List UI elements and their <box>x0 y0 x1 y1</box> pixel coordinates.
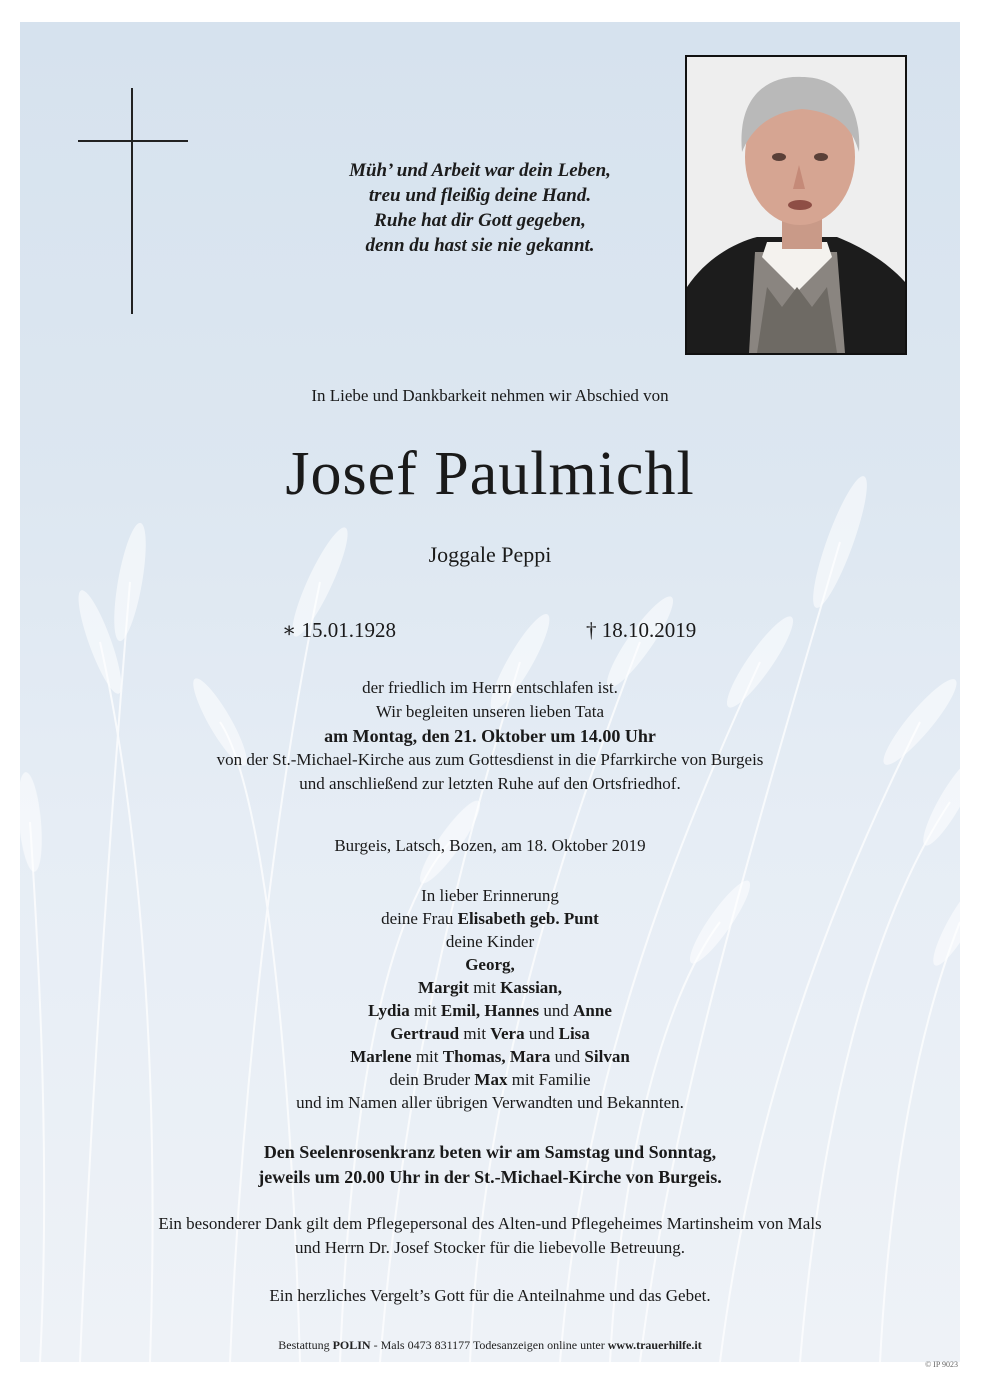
closing-line: Ein herzliches Vergelt’s Gott für die Anteilnahme und das Gebet. <box>269 1286 711 1305</box>
family-line: Gertraud mit Vera und Lisa <box>390 1024 590 1043</box>
family-line: Georg, <box>465 955 515 974</box>
nickname: Joggale Peppi <box>428 542 552 567</box>
verse-line: Ruhe hat dir Gott gegeben, <box>374 210 586 231</box>
portrait-photo <box>685 55 907 355</box>
funeral-info <box>20 676 960 796</box>
funeral-line: Wir begleiten unseren lieben Tata <box>375 702 605 721</box>
family-line: deine Frau Elisabeth geb. Punt <box>381 909 599 928</box>
ip-code: © IP 9023 <box>925 1360 958 1369</box>
place-date: Burgeis, Latsch, Bozen, am 18. Oktober 2019 <box>334 836 646 855</box>
family-line: deine Kinder <box>445 932 535 951</box>
deceased-name: Josef Paulmichl <box>285 440 695 508</box>
family-list <box>20 884 960 1114</box>
family-line: dein Bruder Max mit Familie <box>389 1070 591 1089</box>
family-line: In lieber Erinnerung <box>421 886 559 905</box>
verse-line: treu und fleißig deine Hand. <box>368 185 592 206</box>
intro-line: In Liebe und Dankbarkeit nehmen wir Abschied von <box>311 386 669 405</box>
family-line: Margit mit Kassian, <box>417 978 563 997</box>
cross-symbol <box>78 88 188 314</box>
death-date: † 18.10.2019 <box>586 618 697 642</box>
verse-line: Müh’ und Arbeit war dein Leben, <box>349 160 611 181</box>
rosary-line: jeweils um 20.00 Uhr in der St.-Michael-Kirche von Burgeis. <box>258 1167 722 1187</box>
portrait-illustration <box>687 57 905 353</box>
funeral-date-time: am Montag, den 21. Oktober um 14.00 Uhr <box>324 726 656 746</box>
rosary-notice <box>20 1140 960 1190</box>
thanks-line: Ein besonderer Dank gilt dem Pflegepersonal des Alten-und Pflegeheimes Martinsheim von Mals <box>158 1214 822 1233</box>
verse-line: denn du hast sie nie gekannt. <box>365 235 595 256</box>
family-line: Marlene mit Thomas, Mara und Silvan <box>350 1047 630 1066</box>
family-line: und im Namen aller übrigen Verwandten und Bekannten. <box>296 1093 684 1112</box>
thanks-line: und Herrn Dr. Josef Stocker für die liebevolle Betreuung. <box>295 1238 685 1257</box>
birth-date: ∗ 15.01.1928 <box>282 618 397 642</box>
website-link[interactable]: www.trauerhilfe.it <box>607 1338 702 1352</box>
verse <box>270 158 690 258</box>
funeral-line: von der St.-Michael-Kirche aus zum Gottesdienst in die Pfarrkirche von Burgeis <box>216 750 764 769</box>
rosary-line: Den Seelenrosenkranz beten wir am Samstag und Sonntag, <box>263 1142 717 1162</box>
footer: Bestattung POLIN - Mals 0473 831177 Todesanzeigen online unter www.trauerhilfe.it <box>278 1338 702 1352</box>
funeral-line: der friedlich im Herrn entschlafen ist. <box>362 678 618 697</box>
obituary-card <box>20 22 960 1362</box>
life-dates <box>20 618 960 648</box>
family-line: Lydia mit Emil, Hannes und Anne <box>368 1001 612 1020</box>
funeral-line: und anschließend zur letzten Ruhe auf den Ortsfriedhof. <box>299 774 681 793</box>
thanks-notice <box>20 1212 960 1260</box>
